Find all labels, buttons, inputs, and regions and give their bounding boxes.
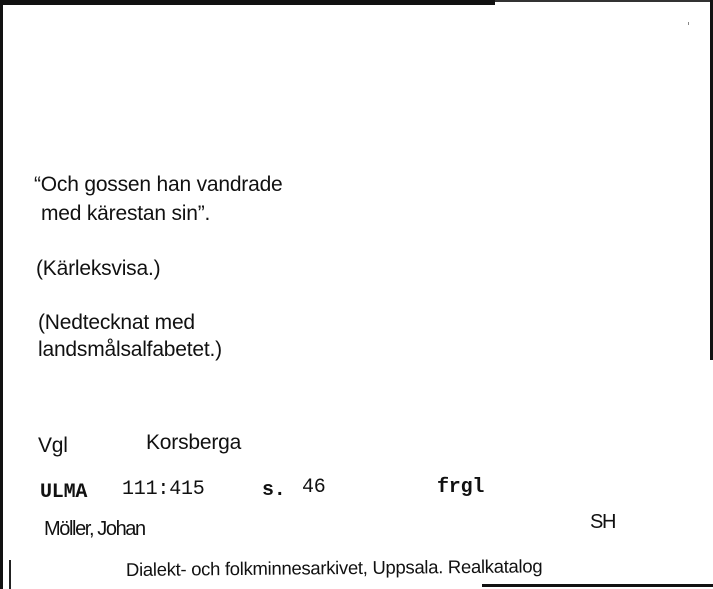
card-edge-top [0,0,495,5]
song-title-line-1: “Och gossen han vandrade [34,173,283,196]
archive-footer: Dialekt- och folkminnesarkivet, Uppsala. Realkatalog [125,555,543,580]
note-line-1: (Nedtecknat med [38,311,195,334]
signature-code: SH [590,511,615,533]
song-title-line-2: med kärestan sin”. [41,202,211,225]
card-edge-left-inner [9,560,11,589]
genre-label: (Kärleksvisa.) [36,257,161,280]
card-edge-left [0,0,3,589]
note-line-2: landsmålsalfabetet.) [38,338,222,361]
province-label: Vgl [38,434,68,457]
parish-label: Korsberga [146,431,242,454]
scan-speck [688,22,689,25]
recorder-name: Möller, Johan [44,518,145,540]
archive-number: 111:415 [122,478,205,501]
card-edge-bottom-right [482,584,713,587]
card-edge-top-right [495,0,713,2]
page-number: 46 [302,476,326,499]
page-prefix: s. [262,479,286,502]
archive-code: ULMA [40,481,88,504]
type-code: frgl [437,476,485,499]
